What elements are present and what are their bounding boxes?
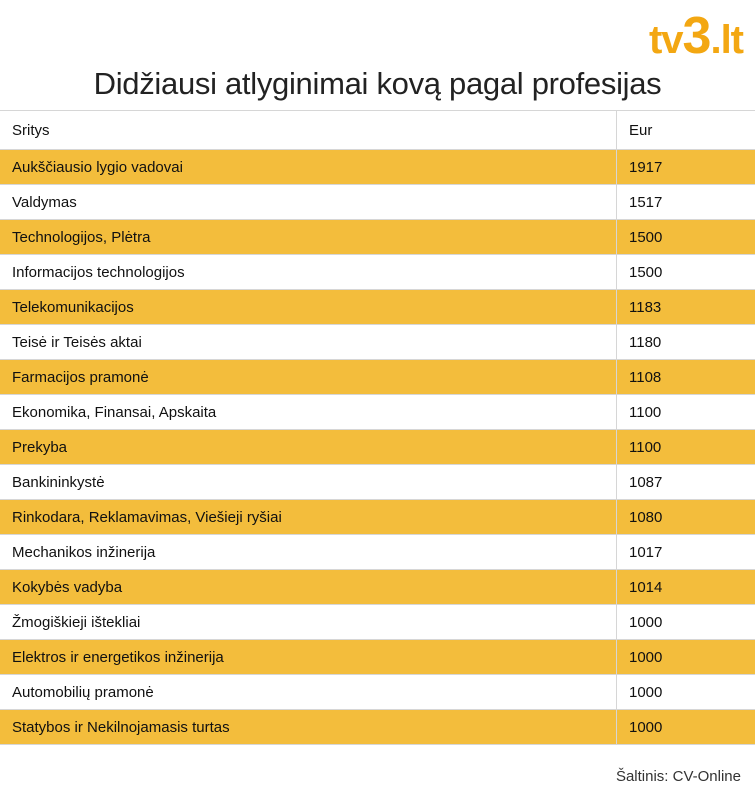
row-value: 1087 bbox=[617, 465, 755, 500]
table-row bbox=[0, 360, 755, 395]
row-value: 1000 bbox=[617, 640, 755, 675]
table-row bbox=[0, 220, 755, 255]
row-label: Automobilių pramonė bbox=[0, 675, 617, 710]
row-value: 1017 bbox=[617, 535, 755, 570]
row-label: Mechanikos inžinerija bbox=[0, 535, 617, 570]
table-row bbox=[0, 570, 755, 605]
logo-tv: tv bbox=[648, 18, 683, 62]
header-sritys: Sritys bbox=[0, 111, 617, 150]
row-value: 1517 bbox=[617, 185, 755, 220]
row-value: 1014 bbox=[617, 570, 755, 605]
row-value: 1000 bbox=[617, 710, 755, 745]
row-label: Rinkodara, Reklamavimas, Viešieji ryšiai bbox=[0, 500, 617, 535]
chart-title: Didžiausi atlyginimai kovą pagal profesijas bbox=[93, 66, 662, 101]
row-value: 1500 bbox=[617, 220, 755, 255]
row-label: Statybos ir Nekilnojamasis turtas bbox=[0, 710, 617, 745]
table-row bbox=[0, 150, 755, 185]
row-value: 1000 bbox=[617, 605, 755, 640]
row-label: Technologijos, Plėtra bbox=[0, 220, 617, 255]
row-value: 1183 bbox=[617, 290, 755, 325]
table-row bbox=[0, 535, 755, 570]
table-row bbox=[0, 430, 755, 465]
table-row bbox=[0, 675, 755, 710]
row-value: 1100 bbox=[617, 430, 755, 465]
row-label: Prekyba bbox=[0, 430, 617, 465]
row-label: Farmacijos pramonė bbox=[0, 360, 617, 395]
table-row bbox=[0, 710, 755, 745]
row-value: 1100 bbox=[617, 395, 755, 430]
table-row bbox=[0, 185, 755, 220]
source-note: Šaltinis: CV-Online bbox=[615, 768, 741, 785]
table-row bbox=[0, 605, 755, 640]
row-label: Aukščiausio lygio vadovai bbox=[0, 150, 617, 185]
row-label: Kokybės vadyba bbox=[0, 570, 617, 605]
table-row bbox=[0, 640, 755, 675]
row-label: Telekomunikacijos bbox=[0, 290, 617, 325]
row-label: Informacijos technologijos bbox=[0, 255, 617, 290]
logo-three: 3 bbox=[682, 7, 711, 65]
logo-lt: .lt bbox=[710, 18, 743, 62]
table-row bbox=[0, 325, 755, 360]
row-value: 1080 bbox=[617, 500, 755, 535]
table-row bbox=[0, 500, 755, 535]
row-value: 1108 bbox=[617, 360, 755, 395]
row-value: 1000 bbox=[617, 675, 755, 710]
row-label: Elektros ir energetikos inžinerija bbox=[0, 640, 617, 675]
row-value: 1917 bbox=[617, 150, 755, 185]
table-row bbox=[0, 255, 755, 290]
tv3-logo bbox=[648, 7, 743, 65]
table-header-row bbox=[0, 111, 755, 150]
row-value: 1180 bbox=[617, 325, 755, 360]
row-label: Teisė ir Teisės aktai bbox=[0, 325, 617, 360]
table-row bbox=[0, 395, 755, 430]
row-label: Ekonomika, Finansai, Apskaita bbox=[0, 395, 617, 430]
salary-table bbox=[0, 110, 755, 745]
row-label: Bankininkystė bbox=[0, 465, 617, 500]
row-label: Žmogiškieji ištekliai bbox=[0, 605, 617, 640]
row-value: 1500 bbox=[617, 255, 755, 290]
table-row bbox=[0, 290, 755, 325]
table-row bbox=[0, 465, 755, 500]
header-eur: Eur bbox=[617, 111, 755, 150]
row-label: Valdymas bbox=[0, 185, 617, 220]
